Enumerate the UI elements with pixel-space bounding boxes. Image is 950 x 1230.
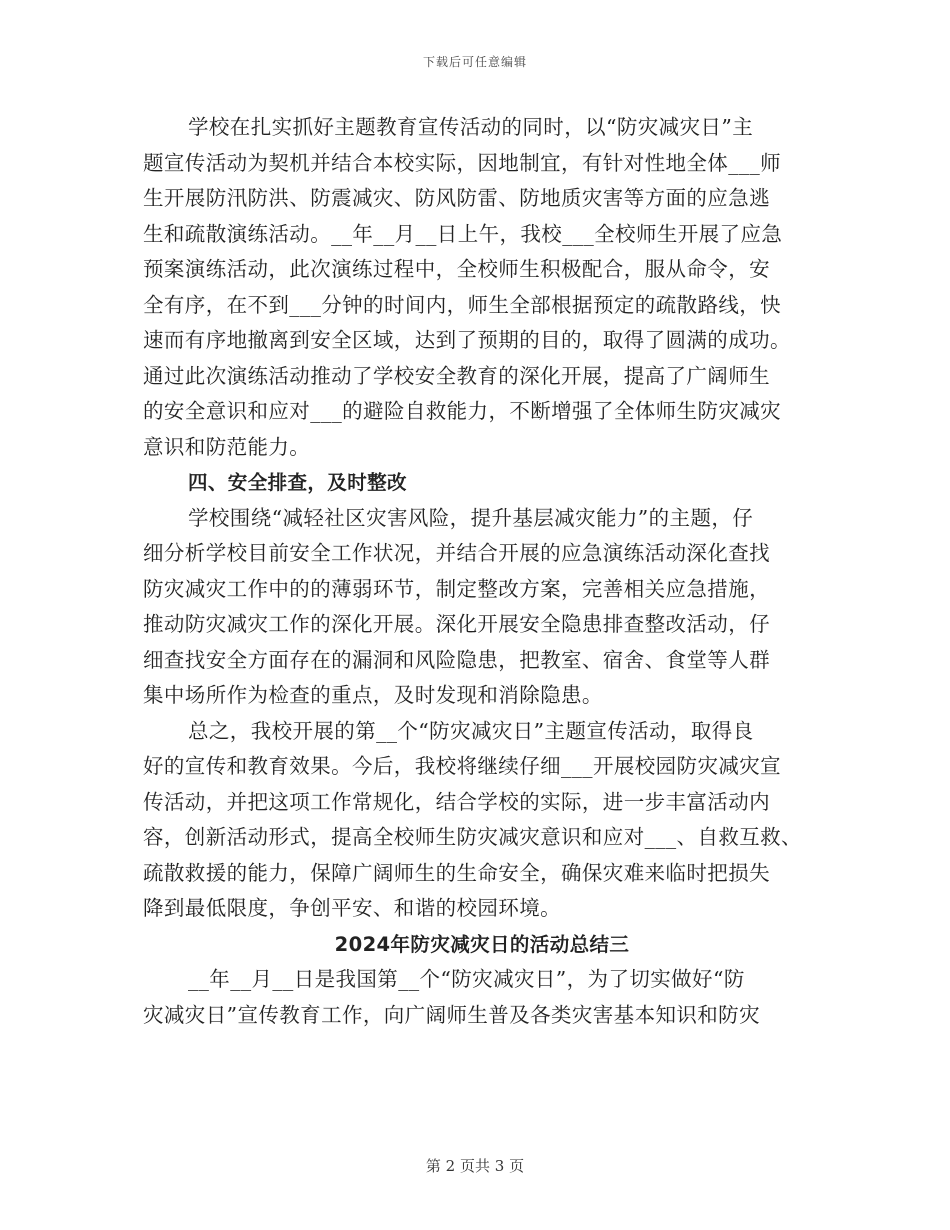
paragraph-line: 推动防灾减灾工作的深化开展。深化开展安全隐患排查整改活动，仔 [143,612,770,636]
paragraph-line: 题宣传活动为契机并结合本校实际，因地制宜，有针对性地全体___师 [143,150,782,175]
paragraph-line: 细分析学校目前安全工作状况，并结合开展的应急演练活动深化查找 [143,541,770,565]
paragraph-line: 防灾减灾工作中的的薄弱环节，制定整改方案，完善相关应急措施， [143,576,770,601]
paragraph-line: 生开展防汛防洪、防震减灾、防风防雷、防地质灾害等方面的应急逃 [143,186,770,210]
paragraph-line: __年__月__日是我国第__个“防灾减灾日”，为了切实做好“防 [188,967,745,991]
paragraph-line: 的安全意识和应对___的避险自救能力，不断增强了全体师生防灾减灾 [143,399,782,423]
paragraph-line: 细查找安全方面存在的漏洞和风险隐患，把教室、宿舍、食堂等人群 [143,647,770,672]
paragraph-line: 预案演练活动，此次演练过程中，全校师生积极配合，服从命令，安 [143,257,770,281]
paragraph-line: 降到最低限度，争创平安、和谐的校园环境。 [143,896,561,920]
paragraph-line: 通过此次演练活动推动了学校安全教育的深化开展，提高了广阔师生 [143,363,770,388]
paragraph-line: 学校围绕“减轻社区灾害风险，提升基层减灾能力”的主题，仔 [188,505,754,530]
paragraph-line: 速而有序地撤离到安全区域，达到了预期的目的，取得了圆满的成功。 [143,328,791,352]
paragraph-line: 好的宣传和教育效果。今后，我校将继续仔细___开展校园防灾减灾宣 [143,754,782,778]
section-title: 2024年防灾减灾日的活动总结三 [334,932,630,956]
page-header: 下载后可任意编辑 [422,55,527,69]
paragraph-line: 传活动，并把这项工作常规化，结合学校的实际，进一步丰富活动内 [143,789,770,814]
paragraph-line: 总之，我校开展的第__个“防灾减灾日”主题宣传活动，取得良 [188,718,754,743]
paragraph-line: 集中场所作为检查的重点，及时发现和消除隐患。 [143,683,603,707]
section-heading: 四、安全排查，及时整改 [188,471,407,494]
paragraph-line: 灾减灾日”宣传教育工作，向广阔师生普及各类灾害基本知识和防灾 [143,1002,760,1027]
paragraph-line: 生和疏散演练活动。__年__月__日上午，我校___全校师生开展了应急 [143,221,783,246]
page-footer: 第 2 页共 3 页 [425,1157,525,1175]
paragraph-line: 疏散救援的能力，保障广阔师生的生命安全，确保灾难来临时把损失 [143,860,770,885]
paragraph-line: 全有序，在不到___分钟的时间内，师生全部根据预定的疏散路线，快 [143,292,782,317]
document-body [143,110,811,1033]
paragraph-line: 意识和防范能力。 [143,434,311,459]
paragraph-line: 容，创新活动形式，提高全校师生防灾减灾意识和应对___、自救互救、 [143,825,802,849]
paragraph-line: 学校在扎实抓好主题教育宣传活动的同时，以“防灾减灾日”主 [188,115,754,139]
